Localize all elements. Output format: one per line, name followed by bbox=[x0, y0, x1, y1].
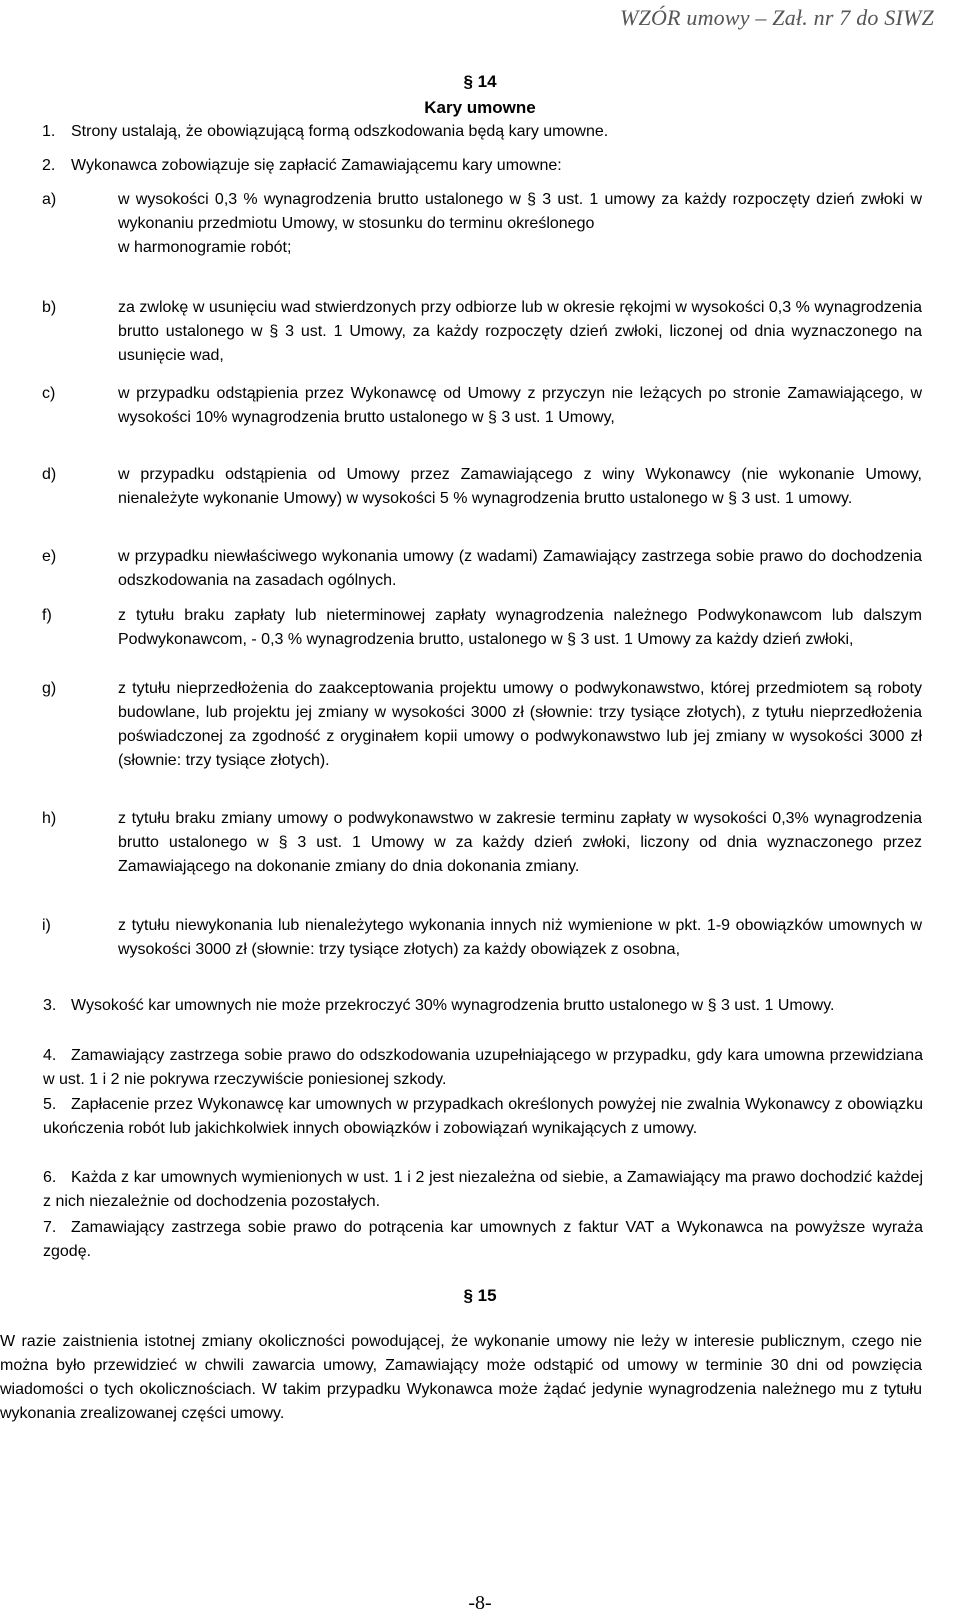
item-f-letter: f) bbox=[42, 607, 52, 624]
point-5-text: Zapłacenie przez Wykonawcę kar umownych w przypadkach określonych powyżej nie zwalnia Wykonawcy z obowiązku ukończenia robót lub jakichkolwiek innych obowiązków i zobowiązań wynikających z umowy. bbox=[43, 1096, 923, 1137]
point-1-number: 1. bbox=[42, 123, 56, 140]
item-d-text: w przypadku odstąpienia od Umowy przez Zamawiającego z winy Wykonawcy (nie wykonanie Umowy, nienależyte wykonanie Umowy) w wysokości 5 % wynagrodzenia brutto ustalonego w § 3 ust. 1 umowy. bbox=[118, 466, 922, 507]
item-a-text-main: w wysokości 0,3 % wynagrodzenia brutto ustalonego w § 3 ust. 1 umowy za każdy rozpoczęty dzień zwłoki w wykonaniu przedmiotu Umowy, w stosunku do terminu określonego bbox=[118, 191, 922, 232]
item-e-letter: e) bbox=[42, 548, 57, 565]
point-4-text: Zamawiający zastrzega sobie prawo do odszkodowania uzupełniającego w przypadku, gdy kara umowna przewidziana w ust. 1 i 2 nie pokrywa rzeczywiście poniesionej szkody. bbox=[43, 1047, 923, 1088]
point-5-number: 5. bbox=[43, 1096, 57, 1113]
item-h-letter: h) bbox=[42, 810, 57, 827]
section-14-number: § 14 bbox=[463, 72, 497, 91]
item-f-text: z tytułu braku zapłaty lub nieterminowej zapłaty wynagrodzenia należnego Podwykonawcom lub dalszym Podwykonawcom, - 0,3 % wynagrodzenia brutto, ustalonego w § 3 ust. 1 Umowy za każdy dzień zwłoki, bbox=[118, 607, 922, 648]
item-e-text: w przypadku niewłaściwego wykonania umowy (z wadami) Zamawiający zastrzega sobie prawo do dochodzenia odszkodowania na zasadach ogólnych. bbox=[118, 548, 922, 589]
section-14-title: Kary umowne bbox=[424, 98, 536, 117]
item-i-text: z tytułu niewykonania lub nienależytego wykonania innych niż wymienione w pkt. 1-9 obowiązków umownych w wysokości 3000 zł (słownie: trzy tysiące złotych) za każdy obowiązek z osobna, bbox=[118, 917, 922, 958]
point-2-text: Wykonawca zobowiązuje się zapłacić Zamawiającemu kary umowne: bbox=[71, 157, 562, 174]
point-7 bbox=[43, 1216, 923, 1264]
page-number: -8- bbox=[468, 1592, 492, 1614]
item-g-text: z tytułu nieprzedłożenia do zaakceptowania projektu umowy o podwykonawstwo, której przedmiotem są roboty budowlane, lub projektu jej zmiany w wysokości 3000 zł (słownie: trzy tysiące złotych), z tytułu nieprzedłożenia poświadczonej za zgodność z oryginałem kopii umowy o podwykonawstwo lub jej zmiany w wysokości 3000 zł (słownie: trzy tysiące złotych). bbox=[118, 680, 922, 769]
item-a-letter: a) bbox=[42, 191, 57, 208]
section-15-text: W razie zaistnienia istotnej zmiany okoliczności powodującej, że wykonanie umowy nie leży w interesie publicznym, czego nie można było przewidzieć w chwili zawarcia umowy, Zamawiający może odstąpić od umowy w terminie 30 dni od powzięcia wiadomości o tych okolicznościach. W takim przypadku Wykonawca może żądać jedynie wynagrodzenia należnego mu z tytułu wykonania zrealizowanej części umowy. bbox=[0, 1333, 922, 1422]
point-3-text: Wysokość kar umownych nie może przekroczyć 30% wynagrodzenia brutto ustalonego w § 3 ust. 1 Umowy. bbox=[71, 997, 835, 1014]
point-3-number: 3. bbox=[43, 997, 57, 1014]
item-g-letter: g) bbox=[42, 680, 57, 697]
point-3 bbox=[43, 994, 923, 1018]
point-6-number: 6. bbox=[43, 1169, 57, 1186]
point-4 bbox=[43, 1044, 923, 1092]
point-6-text: Każda z kar umownych wymienionych w ust. 1 i 2 jest niezależna od siebie, a Zamawiający ma prawo dochodzić każdej z nich niezależnie od dochodzenia pozostałych. bbox=[43, 1169, 923, 1210]
item-i-letter: i) bbox=[42, 917, 51, 934]
point-4-number: 4. bbox=[43, 1047, 57, 1064]
point-5 bbox=[43, 1093, 923, 1141]
document-header: WZÓR umowy – Zał. nr 7 do SIWZ bbox=[619, 5, 934, 30]
item-b-text: za zwlokę w usunięciu wad stwierdzonych przy odbiorze lub w okresie rękojmi w wysokości 0,3 % wynagrodzenia brutto ustalonego w § 3 ust. 1 Umowy, za każdy rozpoczęty dzień zwłoki, liczonej od dnia wyznaczonego na usunięcie wad, bbox=[118, 299, 922, 364]
section-15-number: § 15 bbox=[463, 1286, 497, 1305]
item-a-text bbox=[118, 188, 922, 260]
point-1-text: Strony ustalają, że obowiązującą formą odszkodowania będą kary umowne. bbox=[71, 123, 609, 140]
point-2-number: 2. bbox=[42, 157, 56, 174]
item-h-text: z tytułu braku zmiany umowy o podwykonawstwo w zakresie terminu zapłaty w wysokości 0,3% wynagrodzenia brutto ustalonego w § 3 ust. 1 Umowy w za każdy dzień zwłoki, liczony od dnia wyznaczonego przez Zamawiającego na dokonanie zmiany do dnia dokonania zmiany. bbox=[118, 810, 922, 875]
item-c-text: w przypadku odstąpienia przez Wykonawcę od Umowy z przyczyn nie leżących po stronie Zamawiającego, w wysokości 10% wynagrodzenia brutto ustalonego w § 3 ust. 1 Umowy, bbox=[118, 385, 922, 426]
point-6 bbox=[43, 1166, 923, 1214]
item-a-text-cont: w harmonogramie robót; bbox=[118, 239, 292, 256]
point-7-text: Zamawiający zastrzega sobie prawo do potrącenia kar umownych z faktur VAT a Wykonawca na powyższe wyraża zgodę. bbox=[43, 1219, 923, 1260]
item-d-letter: d) bbox=[42, 466, 57, 483]
point-7-number: 7. bbox=[43, 1219, 57, 1236]
item-b-letter: b) bbox=[42, 299, 57, 316]
item-c-letter: c) bbox=[42, 385, 56, 402]
